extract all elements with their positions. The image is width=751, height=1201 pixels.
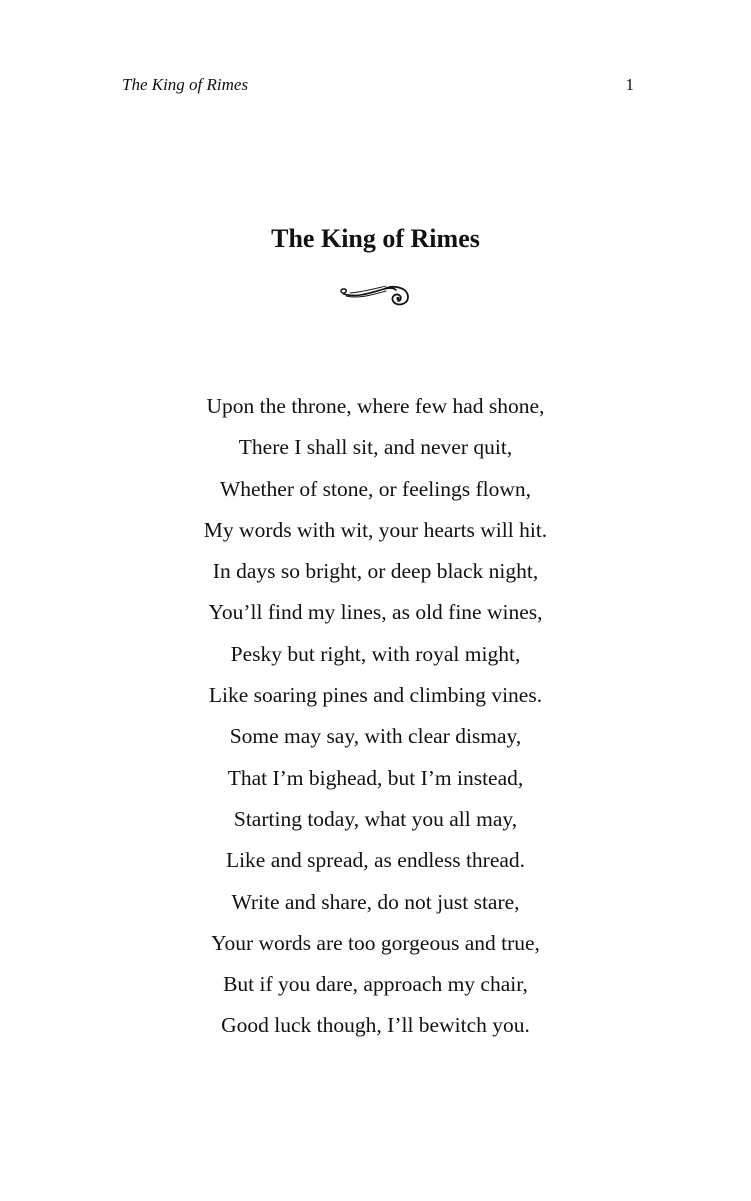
poem-line: But if you dare, approach my chair, — [223, 972, 528, 997]
poem-line: Write and share, do not just stare, — [231, 889, 520, 914]
poem-line: Like soaring pines and climbing vines. — [208, 683, 543, 708]
poem-line: You’ll find my lines, as old fine wines, — [208, 600, 543, 625]
poem-line: Starting today, what you all may, — [233, 806, 518, 831]
poem-line: Pesky but right, with royal might, — [230, 641, 521, 666]
poem-line: Good luck though, I’ll bewitch you. — [221, 1013, 530, 1038]
poem-line: That I’m bighead, but I’m instead, — [227, 765, 524, 790]
page-number: 1 — [625, 75, 634, 94]
poem-line: In days so bright, or deep black night, — [212, 559, 539, 584]
poem-line: There I shall sit, and never quit, — [238, 435, 513, 460]
poem-line: Whether of stone, or feelings flown, — [219, 476, 532, 501]
running-header — [122, 74, 634, 96]
poem-title: The King of Rimes — [271, 224, 480, 253]
poem-line: Upon the throne, where few had shone, — [206, 394, 545, 418]
scroll-flourish-icon — [336, 280, 416, 312]
poem-line: Like and spread, as endless thread. — [225, 848, 526, 873]
poem-body — [0, 386, 751, 1047]
poem-line: Your words are too gorgeous and true, — [211, 930, 540, 955]
running-title: The King of Rimes — [122, 75, 249, 94]
poem-line: My words with wit, your hearts will hit. — [203, 517, 548, 542]
poem-line: Some may say, with clear dismay, — [229, 724, 522, 749]
